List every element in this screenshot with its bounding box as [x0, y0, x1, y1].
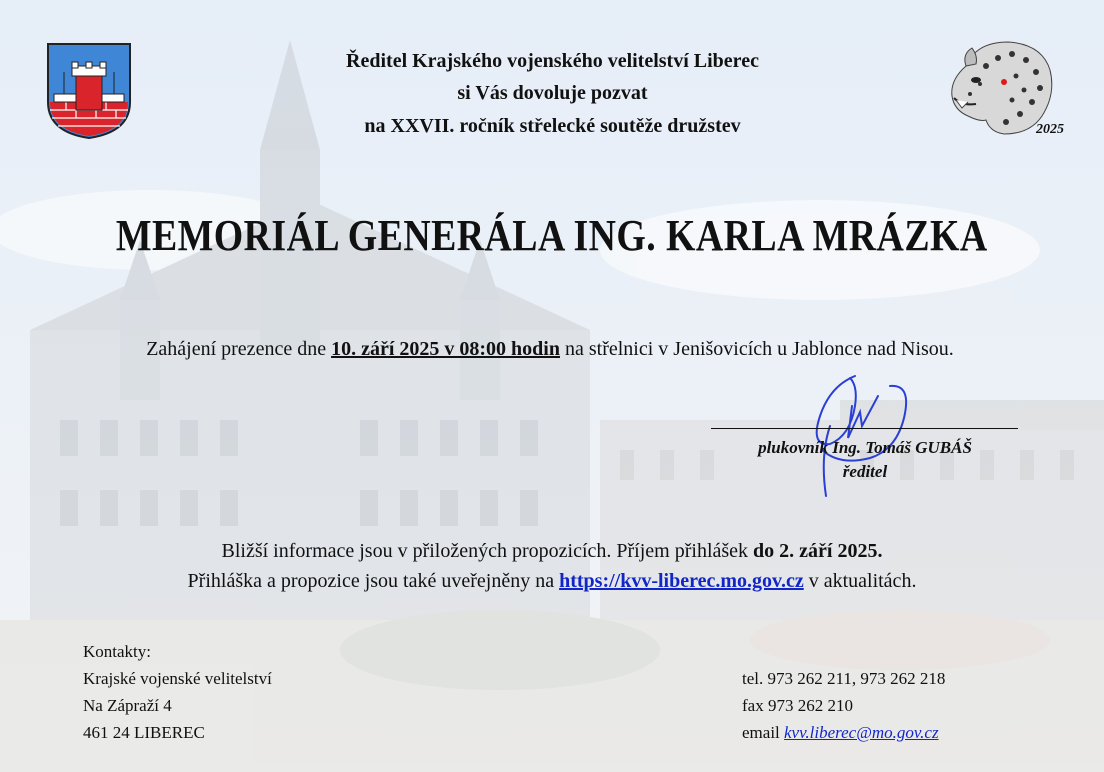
info-line-1-text: Bližší informace jsou v přiložených propozicích. Příjem přihlášek: [221, 540, 754, 562]
header-line-2: si Vás dovoluje pozvat: [457, 82, 648, 104]
page-title: MEMORIÁL GENERÁLA ING. KARLA MRÁZKA: [115, 211, 988, 260]
signature-line: [711, 428, 1018, 429]
info-line-2-before: Přihláška a propozice jsou také uveřejněny na: [187, 570, 560, 592]
start-info-before: Zahájení prezence dne: [146, 338, 332, 360]
header-line-3: na XXVII. ročník střelecké soutěže družstev: [364, 115, 741, 137]
liberec-coat-of-arms-icon: [46, 42, 132, 140]
signatory-name: plukovník Ing. Tomáš GUBÁŠ: [758, 438, 972, 457]
email-link[interactable]: kvv.liberec@mo.gov.cz: [784, 723, 939, 742]
contacts-city: 461 24 LIBEREC: [83, 723, 205, 742]
start-info-date: 10. září 2025 v 08:00 hodin: [331, 338, 560, 360]
info-line-2: [0, 570, 1104, 593]
header-line-1: Ředitel Krajského vojenského velitelství Liberec: [346, 50, 759, 72]
start-info-after: na střelnici v Jenišovicích u Jablonce nad Nisou.: [559, 338, 954, 360]
emblem-year: 2025: [1036, 122, 1064, 137]
registration-deadline: do 2. září 2025.: [753, 540, 883, 562]
website-link[interactable]: https://kvv-liberec.mo.gov.cz: [559, 570, 804, 592]
email-label: email: [742, 723, 785, 742]
contacts-street: Na Zápraží 4: [83, 696, 172, 715]
contacts-email: [742, 723, 939, 743]
signatory-role: ředitel: [842, 462, 888, 481]
contacts-org: Krajské vojenské velitelství: [83, 669, 272, 688]
info-line-1: [0, 540, 1104, 563]
info-line-2-after: v aktualitách.: [803, 570, 917, 592]
start-info: [0, 338, 1100, 361]
contacts-heading: Kontakty:: [83, 642, 151, 661]
contacts-tel: tel. 973 262 211, 973 262 218: [742, 669, 946, 688]
contacts-fax: fax 973 262 210: [742, 696, 853, 715]
handwritten-signature-icon: [800, 366, 930, 506]
